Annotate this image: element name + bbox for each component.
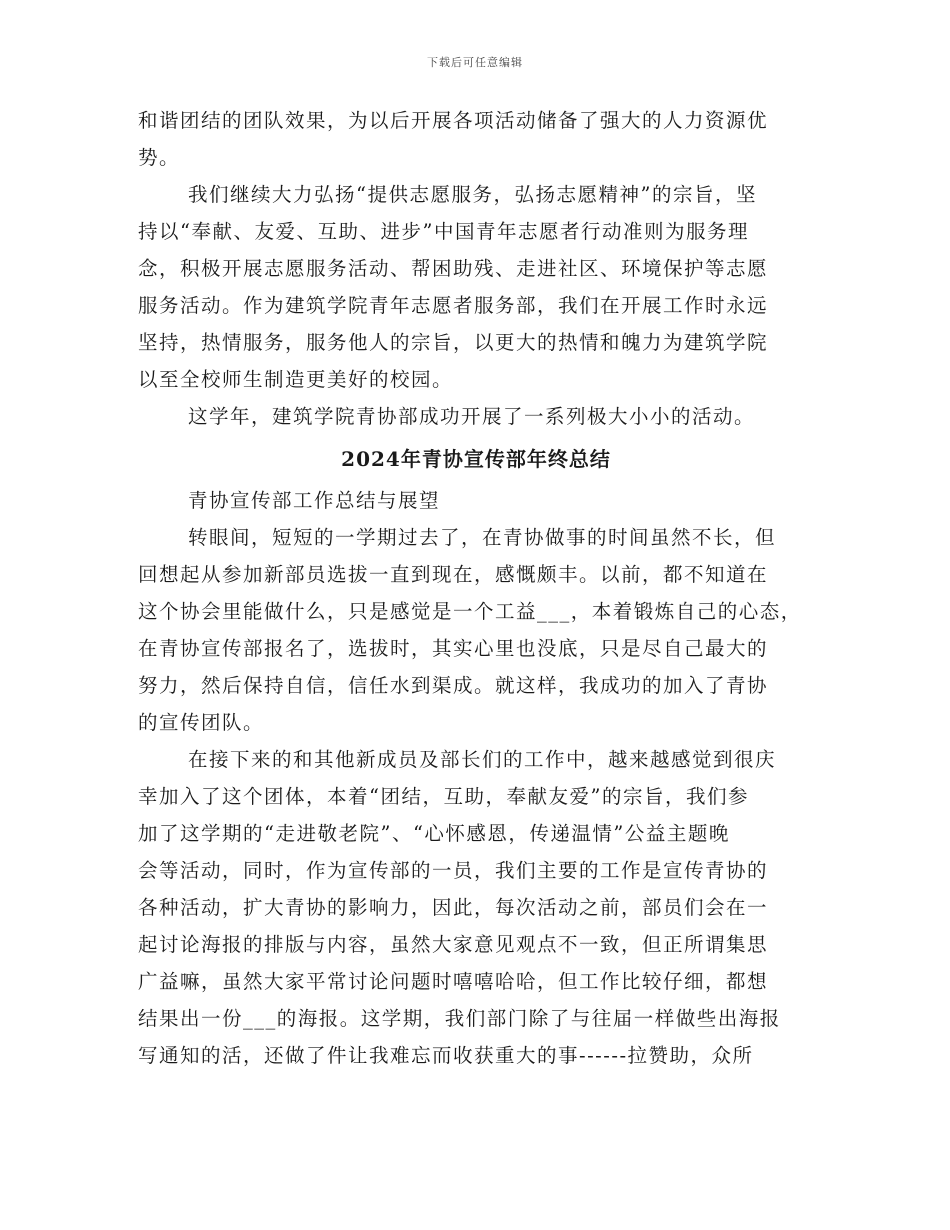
- paragraph-1: [138, 102, 814, 176]
- document-title: 2024年青协宣传部年终总结: [341, 447, 611, 471]
- text-line: 在接下来的和其他新成员及部长们的工作中，越来越感觉到很庆: [188, 748, 777, 771]
- document-body: [138, 102, 814, 1074]
- document-subtitle: 青协宣传部工作总结与展望: [188, 489, 441, 512]
- text-line: 转眼间，短短的一学期过去了，在青协做事的时间虽然不长，但: [188, 526, 777, 549]
- text-line: 以至全校师生制造更美好的校园。: [138, 368, 454, 391]
- text-line: 努力，然后保持自信，信任水到渠成。就这样，我成功的加入了青协: [138, 674, 769, 697]
- text-line: 写通知的活，还做了件让我难忘而收获重大的事------拉赞助，众所: [138, 1044, 754, 1067]
- text-line: 服务活动。作为建筑学院青年志愿者服务部，我们在开展工作时永远: [138, 294, 769, 317]
- text-line: 这个协会里能做什么，只是感觉是一个工益___，本着锻炼自己的心态，: [138, 600, 802, 623]
- text-line: 念，积极开展志愿服务活动、帮困助残、走进社区、环境保护等志愿: [138, 257, 769, 280]
- text-line: 加了这学期的“走进敬老院”、“心怀感恩，传递温情”公益主题晚: [138, 822, 730, 845]
- text-line: 我们继续大力弘扬“提供志愿服务，弘扬志愿精神”的宗旨，坚: [188, 183, 757, 206]
- paragraph-5: [138, 741, 814, 1074]
- text-line: 这学年，建筑学院青协部成功开展了一系列极大小小的活动。: [188, 405, 756, 428]
- text-line: 势。: [138, 146, 181, 169]
- paragraph-2: [138, 176, 814, 398]
- text-line: 起讨论海报的排版与内容，虽然大家意见观点不一致，但正所谓集思: [138, 933, 769, 956]
- text-line: 回想起从参加新部员选拔一直到现在，感慨颇丰。以前，都不知道在: [138, 563, 769, 586]
- text-line: 结果出一份___的海报。这学期，我们部门除了与往届一样做些出海报: [138, 1007, 781, 1030]
- text-line: 和谐团结的团队效果，为以后开展各项活动储备了强大的人力资源优: [138, 109, 769, 132]
- text-line: 会等活动，同时，作为宣传部的一员，我们主要的工作是宣传青协的: [138, 859, 769, 882]
- text-line: 在青协宣传部报名了，选拔时，其实心里也没底，只是尽自己最大的: [138, 637, 769, 660]
- text-line: 的宣传团队。: [138, 711, 265, 734]
- text-line: 幸加入了这个团体，本着“团结，互助，奉献友爱”的宗旨，我们参: [138, 785, 749, 808]
- paragraph-3: [138, 398, 814, 435]
- text-line: 各种活动，扩大青协的影响力，因此，每次活动之前，部员们会在一: [138, 896, 769, 919]
- text-line: 坚持，热情服务，服务他人的宗旨，以更大的热情和魄力为建筑学院: [138, 331, 769, 354]
- text-line: 广益嘛，虽然大家平常讨论问题时嘻嘻哈哈，但工作比较仔细，都想: [138, 970, 769, 993]
- paragraph-4: [138, 519, 814, 741]
- text-line: 持以“奉献、友爱、互助、进步”中国青年志愿者行动准则为服务理: [138, 220, 749, 243]
- page-header-note: 下载后可任意编辑: [427, 56, 523, 69]
